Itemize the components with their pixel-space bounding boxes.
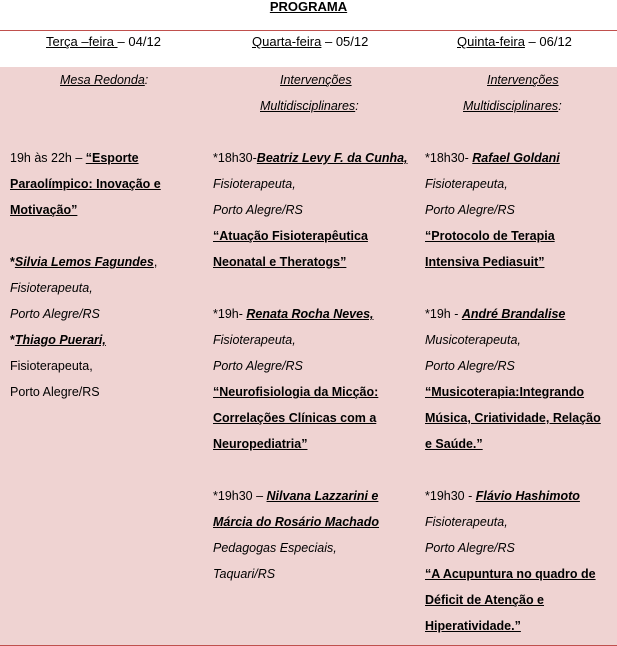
session-2-1-city: Porto Alegre/RS xyxy=(213,203,303,217)
session-2-2-talk-line-1: “Neurofisiologia da Micção: xyxy=(213,385,379,399)
mesa-redonda-heading: Mesa Redonda: xyxy=(60,73,149,87)
header-day-3: Quinta-feira – 06/12 xyxy=(457,34,572,49)
session-2-1-speaker: *18h30-Beatriz Levy F. da Cunha, xyxy=(213,151,408,165)
session-2-3-speaker: *19h30 – Nilvana Lazzarini e xyxy=(213,489,379,503)
speaker-1-city: Porto Alegre/RS xyxy=(10,307,100,321)
day-1-column xyxy=(10,67,200,405)
session-3-3-role: Fisioterapeuta, xyxy=(425,515,508,529)
session-3-3-talk-line-2: Déficit de Atenção e xyxy=(425,593,545,607)
session-2-1-talk-line-1: “Atuação Fisioterapêutica xyxy=(213,229,368,243)
session-2-3-speaker-line-2: Márcia do Rosário Machado xyxy=(213,515,380,529)
session-3-2-city: Porto Alegre/RS xyxy=(425,359,515,373)
multidisciplinares-heading-1: Multidisciplinares: xyxy=(260,99,359,113)
session-3-3-speaker: *19h30 - Flávio Hashimoto xyxy=(425,489,580,503)
session-3-3-city: Porto Alegre/RS xyxy=(425,541,515,555)
speaker-2-city: Porto Alegre/RS xyxy=(10,385,100,399)
day-2-column xyxy=(213,67,413,587)
session-3-1-city: Porto Alegre/RS xyxy=(425,203,515,217)
schedule-header xyxy=(0,30,617,68)
session-3-3-talk-line-3: Hiperatividade.” xyxy=(425,619,521,633)
session-3-2-talk-line-2: Música, Criatividade, Relação xyxy=(425,411,601,425)
session-3-2-talk-line-3: e Saúde.” xyxy=(425,437,483,451)
talk-1-line-1: 19h às 22h – “Esporte xyxy=(10,151,139,165)
header-day-1: Terça –feira – 04/12 xyxy=(46,34,161,49)
schedule-body xyxy=(0,67,617,646)
page-title: PROGRAMA xyxy=(269,0,348,14)
speaker-1-name: *Silvia Lemos Fagundes, xyxy=(10,255,158,269)
intervencoes-heading-2: Intervenções xyxy=(487,73,559,87)
session-3-1-talk-line-2: Intensiva Pediasuit” xyxy=(425,255,545,269)
session-2-3-role: Pedagogas Especiais, xyxy=(213,541,337,555)
talk-1-line-3: Motivação” xyxy=(10,203,78,217)
session-2-2-talk-line-2: Correlações Clínicas com a xyxy=(213,411,377,425)
session-3-2-speaker: *19h - André Brandalise xyxy=(425,307,566,321)
speaker-1-role: Fisioterapeuta, xyxy=(10,281,93,295)
speaker-2-role: Fisioterapeuta, xyxy=(10,359,93,373)
session-3-1-role: Fisioterapeuta, xyxy=(425,177,508,191)
session-3-1-talk-line-1: “Protocolo de Terapia xyxy=(425,229,555,243)
session-2-2-city: Porto Alegre/RS xyxy=(213,359,303,373)
intervencoes-heading-1: Intervenções xyxy=(280,73,352,87)
session-3-1-speaker: *18h30- Rafael Goldani xyxy=(425,151,560,165)
session-2-1-talk-line-2: Neonatal e Theratogs” xyxy=(213,255,347,269)
header-day-2: Quarta-feira – 05/12 xyxy=(252,34,369,49)
session-3-2-talk-line-1: “Musicoterapia:Integrando xyxy=(425,385,585,399)
session-3-3-talk-line-1: “A Acupuntura no quadro de xyxy=(425,567,596,581)
day-3-column xyxy=(425,67,615,639)
session-2-1-role: Fisioterapeuta, xyxy=(213,177,296,191)
talk-1-line-2: Paraolímpico: Inovação e xyxy=(10,177,161,191)
session-2-2-role: Fisioterapeuta, xyxy=(213,333,296,347)
session-2-2-speaker: *19h- Renata Rocha Neves, xyxy=(213,307,374,321)
speaker-2-name: *Thiago Puerari, xyxy=(10,333,106,347)
session-2-3-city: Taquari/RS xyxy=(213,567,276,581)
multidisciplinares-heading-2: Multidisciplinares: xyxy=(463,99,562,113)
session-3-2-role: Musicoterapeuta, xyxy=(425,333,521,347)
session-2-2-talk-line-3: Neuropediatria” xyxy=(213,437,308,451)
